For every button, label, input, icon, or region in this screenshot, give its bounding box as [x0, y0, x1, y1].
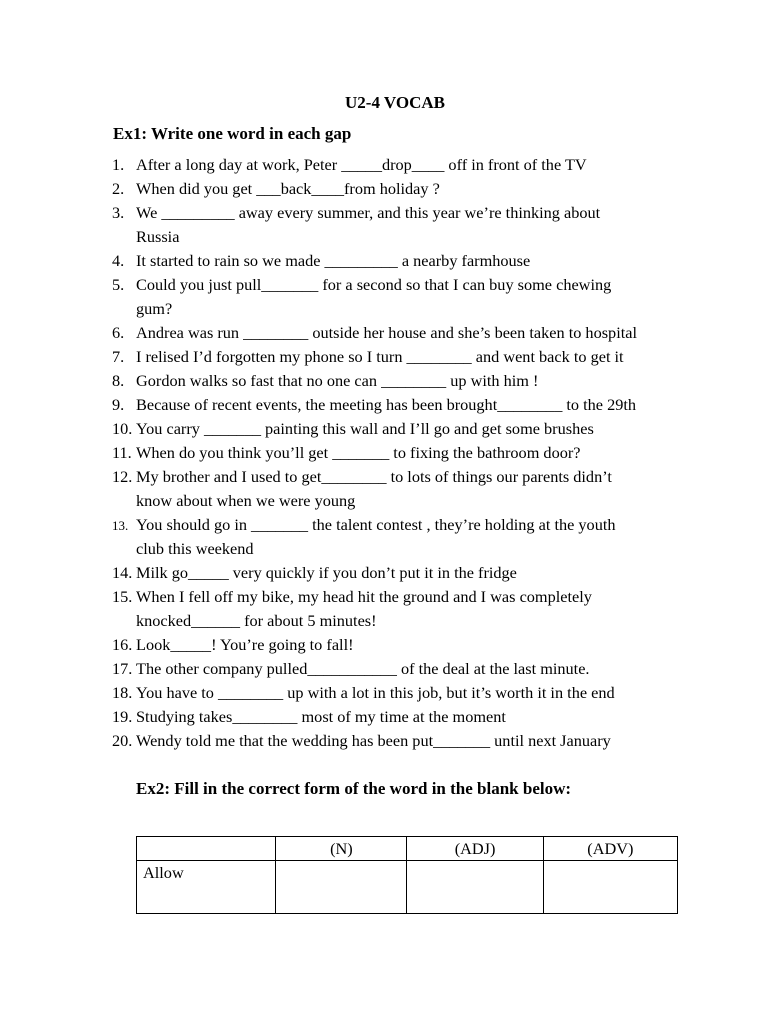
item-text: You should go in _______ the talent contest , they’re holding at the youth club this weekend: [136, 515, 616, 558]
list-item: [112, 585, 692, 633]
item-number: 18.: [112, 683, 133, 702]
list-item: [112, 321, 692, 345]
table-header-noun: (N): [276, 837, 407, 861]
list-item: [112, 249, 692, 273]
item-number: 19.: [112, 707, 133, 726]
page-title: U2-4 VOCAB: [345, 93, 445, 112]
list-item: [112, 681, 692, 705]
item-number: 15.: [112, 587, 133, 606]
table-cell-word: Allow: [137, 861, 276, 914]
item-number: 20.: [112, 731, 133, 750]
table-cell-noun[interactable]: [276, 861, 407, 914]
item-text: Andrea was run ________ outside her house and she’s been taken to hospital: [136, 323, 637, 342]
list-item: [112, 369, 692, 393]
item-number: 10.: [112, 419, 133, 438]
word-forms-table: [136, 836, 678, 914]
table-cell-adjective[interactable]: [407, 861, 543, 914]
list-item: [112, 345, 692, 369]
item-number: 8.: [112, 371, 125, 390]
list-item: [112, 729, 692, 753]
item-text: We _________ away every summer, and this year we’re thinking about Russia: [136, 203, 601, 246]
exercise-1-list: [112, 153, 692, 753]
item-text: Wendy told me that the wedding has been put_______ until next January: [136, 731, 611, 750]
item-text: Studying takes________ most of my time at the moment: [136, 707, 506, 726]
item-text: When do you think you’ll get _______ to fixing the bathroom door?: [136, 443, 581, 462]
item-text: You have to ________ up with a lot in this job, but it’s worth it in the end: [136, 683, 615, 702]
list-item: [112, 705, 692, 729]
item-number: 12.: [112, 467, 133, 486]
exercise-1-heading: Ex1: Write one word in each gap: [113, 124, 352, 143]
table-row: [137, 861, 678, 914]
item-text: You carry _______ painting this wall and I’ll go and get some brushes: [136, 419, 594, 438]
item-text: It started to rain so we made _________ a nearby farmhouse: [136, 251, 531, 270]
item-number: 5.: [112, 275, 125, 294]
table-header-row: [137, 837, 678, 861]
list-item: [112, 441, 692, 465]
list-item: [112, 201, 692, 249]
list-item: [112, 393, 692, 417]
table-cell-adverb[interactable]: [543, 861, 677, 914]
item-text: When did you get ___back____from holiday ?: [136, 179, 440, 198]
table-header-adjective: (ADJ): [407, 837, 543, 861]
item-number: 4.: [112, 251, 125, 270]
list-item: [112, 561, 692, 585]
table-header-word: [137, 837, 276, 861]
item-number: 9.: [112, 395, 125, 414]
list-item: [112, 513, 692, 561]
item-text: Could you just pull_______ for a second so that I can buy some chewing gum?: [136, 275, 612, 318]
list-item: [112, 273, 692, 321]
item-text: After a long day at work, Peter _____drop____ off in front of the TV: [136, 155, 587, 174]
item-number: 3.: [112, 203, 125, 222]
item-number: 11.: [112, 443, 132, 462]
list-item: [112, 153, 692, 177]
item-number: 2.: [112, 179, 125, 198]
item-number: 17.: [112, 659, 133, 678]
item-text: Milk go_____ very quickly if you don’t put it in the fridge: [136, 563, 517, 582]
list-item: [112, 657, 692, 681]
item-number: 7.: [112, 347, 125, 366]
table-header-adverb: (ADV): [543, 837, 677, 861]
list-item: [112, 177, 692, 201]
item-number: 6.: [112, 323, 125, 342]
item-number: 14.: [112, 563, 133, 582]
item-text: My brother and I used to get________ to lots of things our parents didn’t know about when we were young: [136, 467, 612, 510]
item-text: Because of recent events, the meeting has been brought________ to the 29th: [136, 395, 637, 414]
item-text: When I fell off my bike, my head hit the ground and I was completely knocked______ for about 5 minutes!: [136, 587, 592, 630]
item-number: 1.: [112, 155, 125, 174]
list-item: [112, 633, 692, 657]
item-text: The other company pulled___________ of the deal at the last minute.: [136, 659, 590, 678]
item-text: I relised I’d forgotten my phone so I turn ________ and went back to get it: [136, 347, 624, 366]
item-number: 16.: [112, 635, 133, 654]
list-item: [112, 417, 692, 441]
exercise-2-heading: Ex2: Fill in the correct form of the word in the blank below:: [136, 779, 572, 798]
list-item: [112, 465, 692, 513]
item-text: Gordon walks so fast that no one can ________ up with him !: [136, 371, 539, 390]
item-number: 13.: [112, 518, 129, 533]
item-text: Look_____! You’re going to fall!: [136, 635, 354, 654]
